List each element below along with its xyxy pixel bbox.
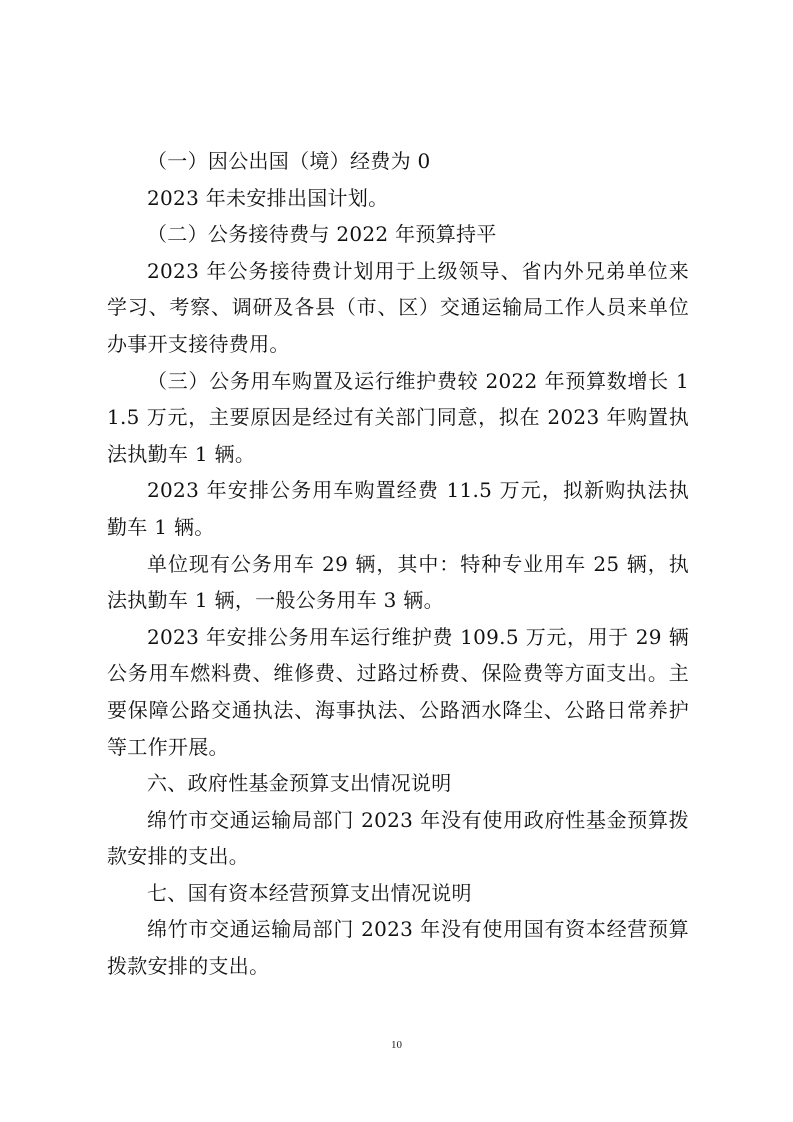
paragraph-vehicle-inventory: 单位现有公务用车 29 辆，其中：特种专业用车 25 辆，执法执勤车 1 辆，一般公务用车 3 辆。: [107, 551, 689, 613]
paragraph-overseas-plan: 2023 年未安排出国计划。: [147, 185, 389, 210]
paragraph-vehicle-maintenance: 2023 年安排公务用车运行维护费 109.5 万元，用于 29 辆公务用车燃料费、维修费、过路过桥费、保险费等方面支出。主要保障公路交通执法、海事执法、公路洒水降尘、公路日常养护等工作开展。: [107, 624, 689, 759]
paragraph-vehicle-purchase: 2023 年安排公务用车购置经费 11.5 万元，拟新购执法执勤车 1 辆。: [107, 478, 689, 539]
heading-overseas-travel: （一）因公出国（境）经费为 0: [147, 149, 431, 173]
paragraph-state-capital: 绵竹市交通运输局部门 2023 年没有使用国有资本经营预算拨款安排的支出。: [107, 917, 689, 979]
document-body: [107, 143, 689, 985]
paragraph-reception-plan: 2023 年公务接待费计划用于上级领导、省内外兄弟单位来学习、考察、调研及各县（市、区）交通运输局工作人员来单位办事开支接待费用。: [107, 258, 689, 356]
heading-reception-expenses: （二）公务接待费与 2022 年预算持平: [147, 222, 497, 247]
heading-vehicle-expenses: （三）公务用车购置及运行维护费较 2022 年预算数增长 11.5 万元，主要原因是经过有关部门同意，拟在 2023 年购置执法执勤车 1 辆。: [107, 368, 689, 466]
heading-state-capital: 七、国有资本经营预算支出情况说明: [147, 880, 472, 905]
paragraph-government-fund: 绵竹市交通运输局部门 2023 年没有使用政府性基金预算拨款安排的支出。: [107, 807, 689, 869]
page-number: 10: [391, 1039, 402, 1051]
heading-government-fund: 六、政府性基金预算支出情况说明: [147, 771, 452, 796]
